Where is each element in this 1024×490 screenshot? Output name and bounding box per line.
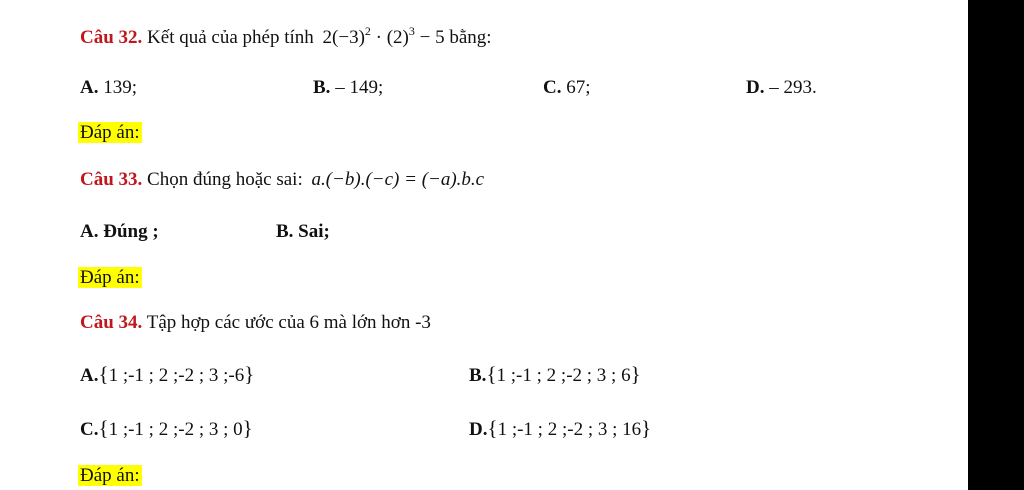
q32-option-b-value: – 149; bbox=[335, 77, 384, 98]
q34-option-b-label: B. bbox=[469, 365, 487, 386]
q34-option-c-lbrace: { bbox=[98, 416, 109, 440]
q32-option-c-value: 67; bbox=[566, 77, 591, 98]
q34-option-b-lbrace: { bbox=[486, 362, 497, 386]
q34-option-d-lbrace: { bbox=[487, 416, 498, 440]
q34-option-a-label: A. bbox=[80, 365, 99, 386]
q34-option-a bbox=[80, 362, 254, 388]
q32-option-d-value: – 293. bbox=[769, 77, 817, 98]
q34-text: Tập hợp các ước của 6 mà lớn hơn -3 bbox=[146, 312, 431, 333]
q34-option-a-lbrace: { bbox=[98, 362, 109, 386]
q32-expr-a: 2(−3) bbox=[322, 27, 365, 48]
q34-question bbox=[80, 311, 431, 335]
q34-number: Câu 34. bbox=[80, 312, 143, 333]
q33-option-b bbox=[276, 220, 330, 244]
q33-text: Chọn đúng hoặc sai: bbox=[147, 169, 303, 190]
q33-answer bbox=[78, 266, 142, 290]
q34-option-c-set: 1 ;-1 ; 2 ;-2 ; 3 ; 0 bbox=[108, 419, 243, 440]
q32-option-b-label: B. bbox=[313, 77, 331, 98]
q33-question bbox=[80, 168, 484, 192]
q32-answer-label: Đáp án: bbox=[80, 122, 140, 143]
q33-option-a-label: A. Đúng ; bbox=[80, 221, 159, 242]
q32-option-a-label: A. bbox=[80, 77, 99, 98]
q34-option-a-set: 1 ;-1 ; 2 ;-2 ; 3 ;-6 bbox=[108, 365, 245, 386]
q34-answer-label: Đáp án: bbox=[80, 465, 140, 486]
q34-option-c bbox=[80, 416, 253, 442]
q32-expression bbox=[322, 24, 445, 48]
q34-option-b-set: 1 ;-1 ; 2 ;-2 ; 3 ; 6 bbox=[496, 365, 631, 386]
q32-question bbox=[80, 26, 492, 50]
q32-exp-a: 2 bbox=[364, 24, 371, 38]
q32-option-a bbox=[80, 76, 137, 100]
q34-option-d-label: D. bbox=[469, 419, 488, 440]
right-black-margin bbox=[968, 0, 1024, 490]
q34-option-b bbox=[469, 362, 641, 388]
q34-option-c-label: C. bbox=[80, 419, 99, 440]
q34-option-a-rbrace: } bbox=[244, 362, 255, 386]
q34-option-d-rbrace: } bbox=[641, 416, 652, 440]
q34-option-c-rbrace: } bbox=[242, 416, 253, 440]
q33-answer-label: Đáp án: bbox=[80, 267, 140, 288]
q32-option-a-value: 139; bbox=[103, 77, 138, 98]
q33-option-b-label: B. Sai; bbox=[276, 221, 330, 242]
q34-option-b-rbrace: } bbox=[630, 362, 641, 386]
q34-option-d bbox=[469, 416, 651, 442]
q33-option-a bbox=[80, 220, 159, 244]
q32-dot: · bbox=[370, 27, 387, 48]
q32-option-c-label: C. bbox=[543, 77, 562, 98]
q32-number: Câu 32. bbox=[80, 27, 143, 48]
q34-option-d-set: 1 ;-1 ; 2 ;-2 ; 3 ; 16 bbox=[497, 419, 642, 440]
q32-expr-b: (2) bbox=[386, 27, 409, 48]
q32-exp-b: 3 bbox=[408, 24, 415, 38]
q32-expr-c: − 5 bbox=[414, 27, 445, 48]
q32-option-c bbox=[543, 76, 591, 100]
q32-answer bbox=[78, 121, 142, 145]
q32-option-d-label: D. bbox=[746, 77, 765, 98]
q33-expression: a.(−b).(−c) = (−a).b.c bbox=[311, 169, 485, 190]
q32-option-b bbox=[313, 76, 383, 100]
q32-tail: bằng: bbox=[449, 27, 492, 48]
q32-option-d bbox=[746, 76, 817, 100]
q34-answer bbox=[78, 464, 142, 488]
q32-text: Kết quả của phép tính bbox=[147, 27, 314, 48]
q33-number: Câu 33. bbox=[80, 169, 143, 190]
